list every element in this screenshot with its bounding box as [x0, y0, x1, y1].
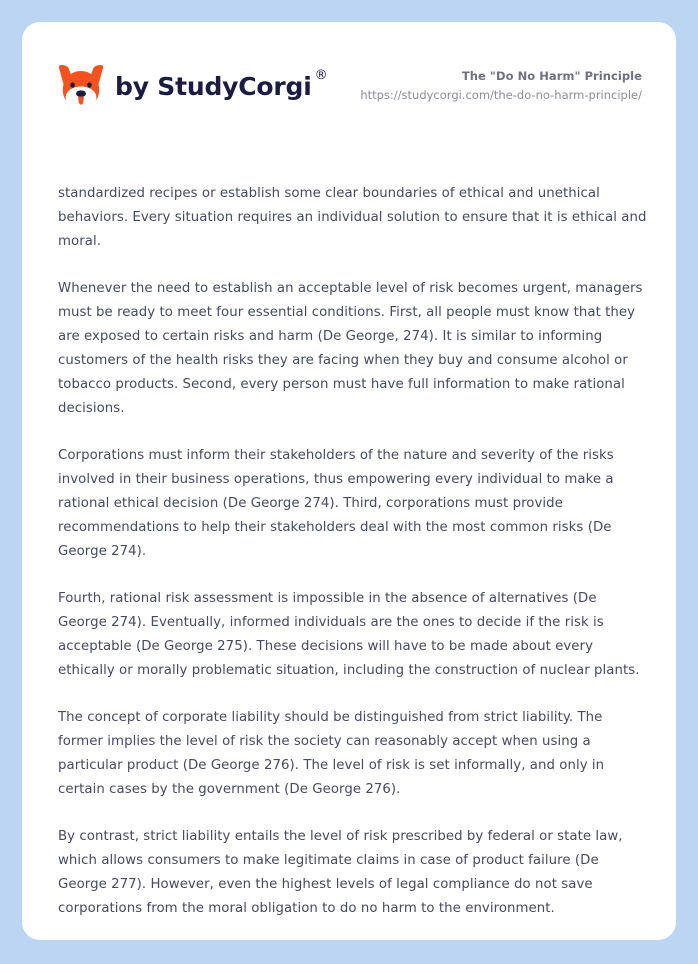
document-meta — [360, 68, 642, 103]
paragraph: Whenever the need to establish an acceptable level of risk becomes urgent, managers must be ready to meet four essential conditions. First, all people must know that they are exposed to certain risks and harm (De George, 274). It is similar to informing customers of the health risks they are facing when they buy and consume alcohol or tobacco products. Second, every person must have full information to make rational decisions. — [58, 281, 643, 416]
document-page-card — [22, 22, 676, 940]
registered-trademark-icon: ® — [314, 67, 328, 83]
brand-logo-group[interactable] — [58, 64, 327, 108]
document-title: The "Do No Harm" Principle — [461, 69, 642, 84]
brand-name-text: by StudyCorgi — [115, 71, 312, 101]
paragraph: Fourth, rational risk assessment is impossible in the absence of alternatives (De George 274). Eventually, informed individuals are the ones to decide if the risk is acceptable (De George 275). These decisions will have to be made about every ethically or morally problematic situation, including the construction of nuclear plants. — [58, 591, 640, 678]
document-body — [58, 182, 648, 921]
document-header — [22, 22, 676, 150]
paragraph: By contrast, strict liability entails the level of risk prescribed by federal or state law, which allows consumers to make legitimate claims in case of product failure (De George 277). However, even the highest levels of legal compliance do not save corporations from the moral obligation to do no harm to the environment. — [58, 829, 623, 916]
brand-wordmark — [115, 67, 328, 101]
document-url[interactable]: https://studycorgi.com/the-do-no-harm-principle/ — [360, 88, 642, 102]
corgi-face-logo-icon — [58, 64, 104, 108]
paragraph: Corporations must inform their stakeholders of the nature and severity of the risks involved in their business operations, thus empowering every individual to make a rational ethical decision (De George 274). Third, corporations must provide recommendations to help their stakeholders deal with the most common risks (De George 274). — [58, 448, 614, 559]
paragraph: standardized recipes or establish some clear boundaries of ethical and unethical behaviors. Every situation requires an individual solution to ensure that it is ethical and moral. — [58, 186, 647, 249]
paragraph: The concept of corporate liability should be distinguished from strict liability. The former implies the level of risk the society can reasonably accept when using a particular product (De George 276). The level of risk is set informally, and only in certain cases by the government (De George 276). — [58, 710, 605, 797]
